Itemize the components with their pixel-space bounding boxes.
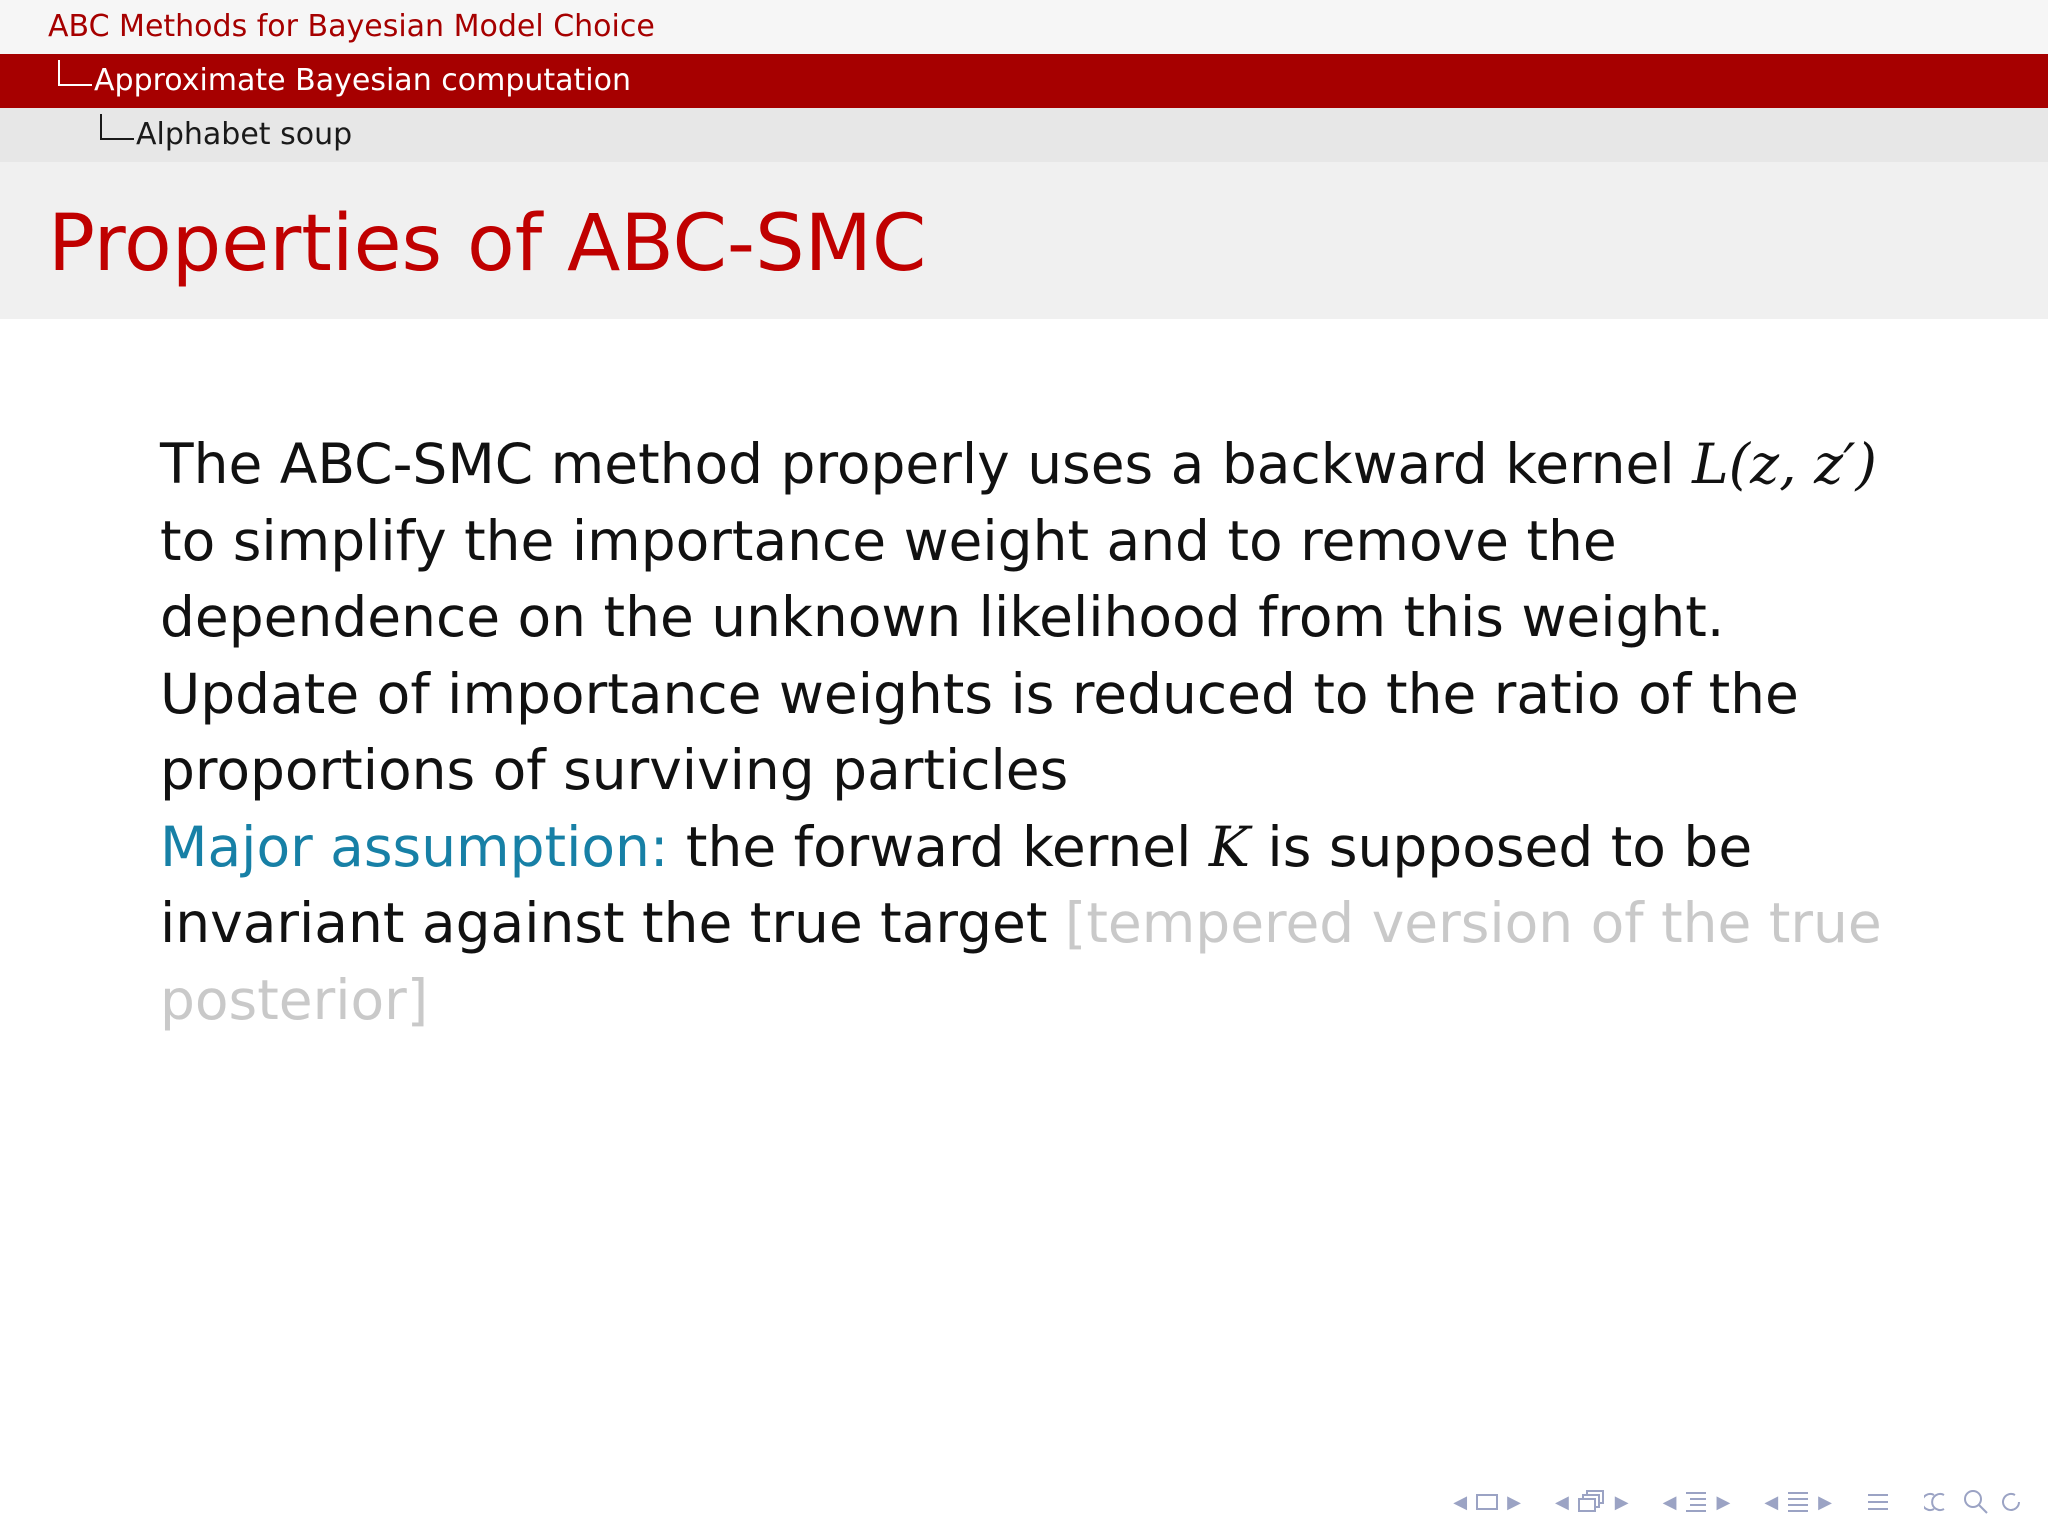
frame-title-bar: [0, 162, 2048, 319]
nav-subsection-group: [1551, 1489, 1633, 1515]
document-icon[interactable]: [1786, 1489, 1810, 1515]
section-icon[interactable]: [1684, 1489, 1708, 1515]
left-arrow-icon[interactable]: ◀: [1764, 1491, 1779, 1513]
presentation-title-text: ABC Methods for Bayesian Model Choice: [48, 9, 655, 44]
align-icon[interactable]: [1866, 1489, 1890, 1515]
faded-note: [tempered version of the true posterior]: [160, 891, 1882, 1032]
alert-label: Major assumption:: [160, 814, 669, 879]
tree-branch-icon: [58, 60, 92, 86]
nav-search-group: [1920, 1488, 2028, 1516]
right-arrow-icon[interactable]: ▶: [1507, 1491, 1521, 1513]
nav-document-group: [1760, 1489, 1836, 1515]
paragraph-text: to simplify the importance weight and to remove the dependence on the unknown likelihood from this weight. Update of importance weights is reduced to the ratio of the proportions of surviving particles: [160, 508, 1799, 802]
navigation-bar: [1423, 1484, 2028, 1520]
tree-branch-icon: [100, 114, 134, 140]
frame-icon[interactable]: [1475, 1492, 1499, 1512]
paragraph-abc-smc: [160, 426, 1900, 809]
right-arrow-icon[interactable]: ▶: [1716, 1491, 1731, 1513]
nav-align-group: [1862, 1489, 1894, 1515]
math-backward-kernel: L(z, z′): [1692, 432, 1877, 496]
header-subsection[interactable]: [0, 108, 2048, 162]
nav-section-group: [1659, 1489, 1735, 1515]
left-arrow-icon[interactable]: ◀: [1453, 1491, 1468, 1513]
paragraph-text: is supposed to be invariant against the true target: [160, 814, 1753, 955]
paragraph-major-assumption: [160, 809, 1900, 1039]
slide-content: [160, 426, 1900, 1038]
section-title-text: Approximate Bayesian computation: [94, 63, 631, 98]
frame-title: Properties of ABC-SMC: [48, 199, 927, 289]
header-section[interactable]: [0, 54, 2048, 108]
header-presentation-title[interactable]: [0, 0, 2048, 54]
right-arrow-icon[interactable]: ▶: [1818, 1491, 1832, 1513]
search-icon[interactable]: [1962, 1488, 1990, 1516]
paragraph-text: the forward kernel: [668, 814, 1209, 879]
left-arrow-icon[interactable]: ◀: [1554, 1491, 1569, 1513]
refresh-icon[interactable]: [1998, 1489, 2024, 1515]
subsection-title-text: Alphabet soup: [136, 117, 353, 152]
nav-frame-group: [1449, 1492, 1525, 1513]
right-arrow-icon[interactable]: ▶: [1614, 1491, 1629, 1513]
math-forward-kernel: K: [1208, 814, 1250, 879]
back-icon[interactable]: [1924, 1489, 1954, 1515]
subsection-icon[interactable]: [1577, 1489, 1607, 1515]
left-arrow-icon[interactable]: ◀: [1662, 1491, 1677, 1513]
paragraph-text: The ABC-SMC method properly uses a backward kernel: [160, 432, 1693, 496]
